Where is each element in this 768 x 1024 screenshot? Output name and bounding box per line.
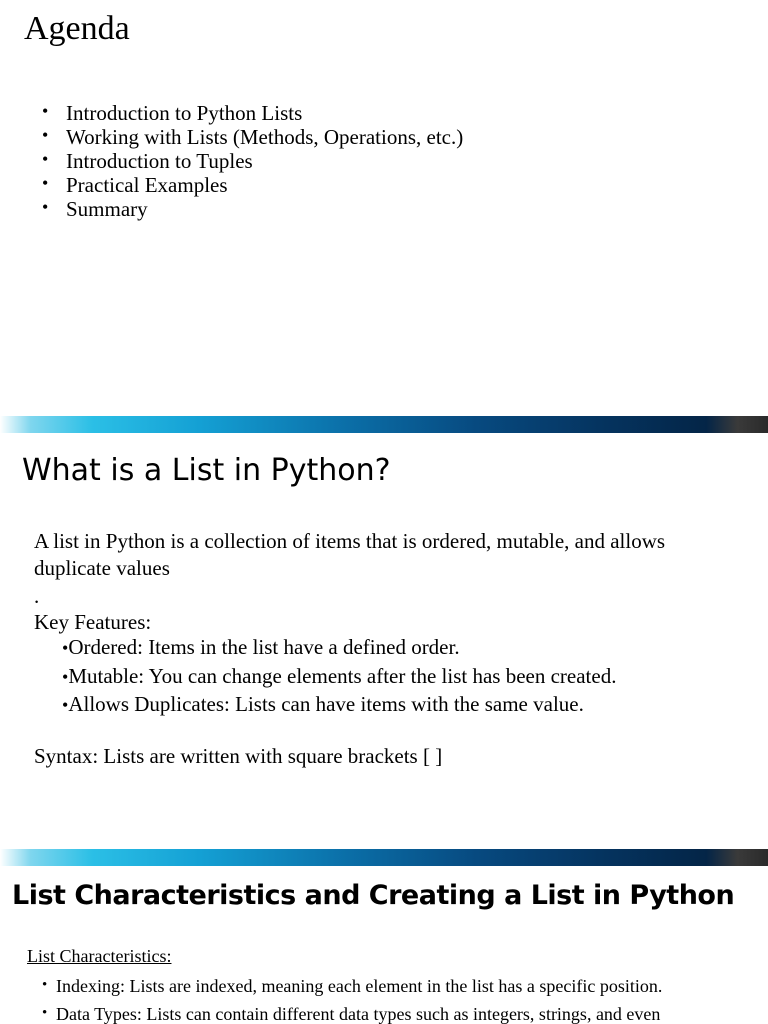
slide-title: List Characteristics and Creating a List in Python — [12, 880, 735, 911]
list-item: • Introduction to Tuples — [42, 149, 253, 173]
slide-separator-bar — [0, 416, 768, 433]
bullet-icon: • — [42, 197, 49, 217]
list-item: • Working with Lists (Methods, Operations, etc.) — [42, 125, 464, 149]
slide-separator-bar — [0, 849, 768, 866]
list-item: •Ordered: Items in the list have a defined order. — [62, 635, 460, 659]
slide-agenda — [0, 0, 768, 416]
bullet-icon: • — [62, 638, 69, 658]
syntax-line: Syntax: Lists are written with square brackets [ ] — [34, 744, 443, 768]
features-list — [62, 634, 616, 720]
bullet-icon: • — [42, 977, 48, 993]
bullet-icon: • — [42, 1005, 48, 1021]
bullet-icon: • — [42, 149, 49, 169]
slide-title: What is a List in Python? — [22, 453, 391, 488]
list-item: • Indexing: Lists are indexed, meaning each element in the list has a specific position. — [42, 972, 762, 1000]
list-item: • Summary — [42, 197, 148, 221]
list-item: • Data Types: Lists can contain different data types such as integers, strings, and even — [42, 1000, 762, 1024]
stray-period: . — [34, 584, 40, 608]
slide-title: Agenda — [24, 10, 130, 47]
characteristics-list — [42, 972, 762, 1024]
agenda-list — [42, 101, 463, 221]
list-item: •Mutable: You can change elements after the list has been created. — [62, 663, 617, 688]
list-item: •Allows Duplicates: Lists can have items with the same value. — [62, 692, 584, 716]
bullet-icon: • — [42, 125, 49, 145]
bullet-icon: • — [42, 173, 49, 193]
intro-paragraph: A list in Python is a collection of items that is ordered, mutable, and allows duplicate values — [34, 529, 666, 580]
bullet-icon: • — [62, 666, 69, 687]
bullet-icon: • — [62, 695, 69, 715]
slide-what-is-list — [0, 433, 768, 849]
slide-list-characteristics — [0, 866, 768, 1024]
list-item: • Practical Examples — [42, 173, 228, 197]
subheading: List Characteristics: — [27, 946, 172, 966]
bullet-icon: • — [42, 101, 49, 121]
list-item: • Introduction to Python Lists — [42, 101, 303, 125]
key-features-label: Key Features: — [34, 610, 152, 634]
